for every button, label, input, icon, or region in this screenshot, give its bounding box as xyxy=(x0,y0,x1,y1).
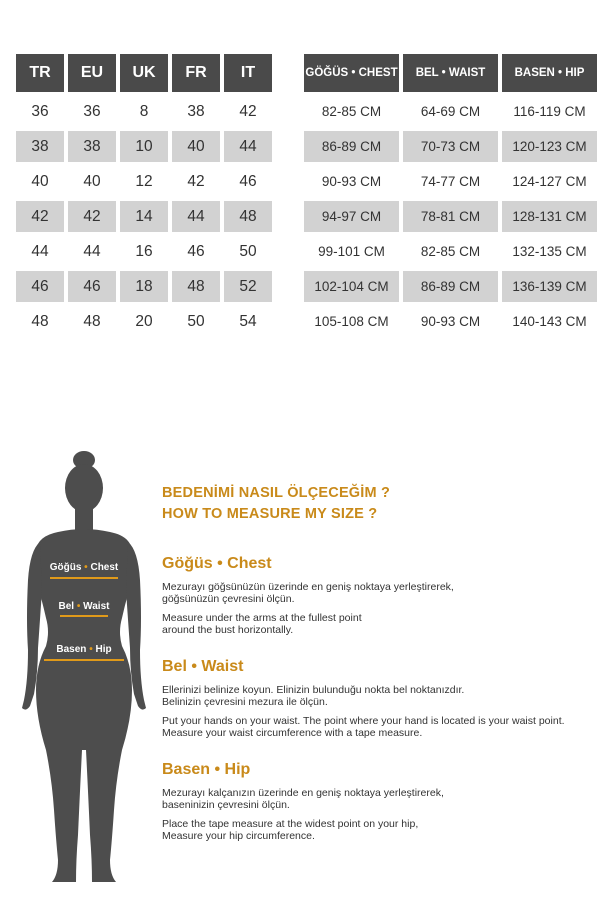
figure-label-waist: Bel • Waist xyxy=(58,601,110,612)
table-row xyxy=(304,201,601,232)
table-row xyxy=(16,271,276,302)
table-cell: 48 xyxy=(172,271,220,302)
table-row xyxy=(304,306,601,337)
table-cell: 52 xyxy=(224,271,272,302)
table-cell: 120-123 CM xyxy=(502,131,597,162)
section-title-chest: Göğüs • Chest xyxy=(162,555,272,572)
hip-tape-line xyxy=(44,659,124,661)
table-cell: 14 xyxy=(120,201,168,232)
guide-title-tr: BEDENİMİ NASIL ÖLÇECEĞİM ? xyxy=(162,485,391,501)
column-header: BEL • WAIST xyxy=(403,54,498,92)
table-cell: 64-69 CM xyxy=(420,104,481,119)
table-cell: 86-89 CM xyxy=(304,131,399,162)
chest-tape-line xyxy=(50,577,118,579)
table-cell: 82-85 CM xyxy=(420,244,481,259)
section-text-waist-tr: Ellerinizi belinize koyun. Elinizin bulunduğu nokta bel noktanızdır. Belinizin çevresini mezura ile ölçün. xyxy=(162,684,465,708)
table-row xyxy=(16,131,276,162)
table-cell: 16 xyxy=(135,242,153,260)
section-text-chest-en: Measure under the arms at the fullest point around the bust horizontally. xyxy=(162,612,362,636)
table-cell: 44 xyxy=(224,131,272,162)
table-cell: 124-127 CM xyxy=(512,174,587,189)
table-cell: 10 xyxy=(120,131,168,162)
column-header: FR xyxy=(172,54,220,92)
column-header: GÖĞÜS • CHEST xyxy=(304,54,399,92)
table-cell: 105-108 CM xyxy=(314,314,389,329)
table-row xyxy=(16,306,276,337)
table-cell: 36 xyxy=(83,102,101,120)
waist-tape-line xyxy=(60,615,108,617)
table-cell: 20 xyxy=(135,312,153,330)
table-cell: 48 xyxy=(31,312,49,330)
table-cell: 74-77 CM xyxy=(420,174,481,189)
table-cell: 116-119 CM xyxy=(513,104,586,119)
column-header: UK xyxy=(120,54,168,92)
table-cell: 12 xyxy=(135,172,153,190)
table-cell: 42 xyxy=(68,201,116,232)
table-row xyxy=(304,166,601,197)
table-row xyxy=(304,96,601,127)
column-header: IT xyxy=(224,54,272,92)
table-row xyxy=(304,236,601,267)
column-header: TR xyxy=(16,54,64,92)
section-text-hip-en: Place the tape measure at the widest point on your hip, Measure your hip circumference. xyxy=(162,818,419,842)
table-cell: 48 xyxy=(83,312,101,330)
table-cell: 46 xyxy=(68,271,116,302)
table-cell: 140-143 CM xyxy=(512,314,587,329)
section-text-chest-tr: Mezurayı göğsünüzün üzerinde en geniş noktaya yerleştirerek, göğsünüzün çevresini ölçün. xyxy=(162,581,454,605)
table-cell: 42 xyxy=(239,102,257,120)
table-cell: 44 xyxy=(172,201,220,232)
table-cell: 99-101 CM xyxy=(318,244,385,259)
body-measurement-table xyxy=(304,54,601,337)
table-row xyxy=(16,166,276,197)
measure-guide xyxy=(162,483,602,849)
table-cell: 42 xyxy=(16,201,64,232)
table-cell: 48 xyxy=(224,201,272,232)
table-cell: 102-104 CM xyxy=(304,271,399,302)
table-cell: 90-93 CM xyxy=(321,174,382,189)
table-cell: 38 xyxy=(187,102,205,120)
table-cell: 18 xyxy=(120,271,168,302)
female-silhouette-icon xyxy=(18,450,150,895)
section-title-hip: Basen • Hip xyxy=(162,761,251,778)
guide-title-en: HOW TO MEASURE MY SIZE ? xyxy=(162,506,378,522)
table-cell: 50 xyxy=(239,242,257,260)
section-text-waist-en: Put your hands on your waist. The point where your hand is located is your waist point. Measure your waist circumference with a tape measure. xyxy=(162,715,565,739)
table-header xyxy=(304,54,601,92)
table-cell: 40 xyxy=(172,131,220,162)
table-cell: 70-73 CM xyxy=(403,131,498,162)
section-title-waist: Bel • Waist xyxy=(162,658,244,675)
table-cell: 46 xyxy=(16,271,64,302)
column-header: EU xyxy=(68,54,116,92)
table-cell: 94-97 CM xyxy=(304,201,399,232)
figure-label-hip: Basen • Hip xyxy=(56,644,112,655)
section-text-hip-tr: Mezurayı kalçanızın üzerinde en geniş noktaya yerleştirerek, baseninizin çevresini ölçün. xyxy=(162,787,444,811)
table-cell: 8 xyxy=(139,102,149,120)
table-cell: 44 xyxy=(83,242,101,260)
table-cell: 46 xyxy=(239,172,257,190)
table-cell: 86-89 CM xyxy=(403,271,498,302)
table-cell: 54 xyxy=(239,312,257,330)
table-row xyxy=(16,236,276,267)
figure-label-chest: Göğüs • Chest xyxy=(49,562,119,573)
table-cell: 40 xyxy=(83,172,101,190)
table-cell: 82-85 CM xyxy=(321,104,382,119)
table-cell: 128-131 CM xyxy=(502,201,597,232)
size-conversion-table xyxy=(16,54,276,337)
table-cell: 42 xyxy=(187,172,205,190)
body-figure xyxy=(18,450,150,895)
table-cell: 38 xyxy=(16,131,64,162)
table-cell: 78-81 CM xyxy=(403,201,498,232)
table-row xyxy=(16,201,276,232)
table-cell: 90-93 CM xyxy=(420,314,481,329)
table-row xyxy=(16,96,276,127)
table-row xyxy=(304,271,601,302)
table-cell: 44 xyxy=(31,242,49,260)
table-cell: 132-135 CM xyxy=(512,244,587,259)
column-header: BASEN • HIP xyxy=(502,54,597,92)
table-cell: 38 xyxy=(68,131,116,162)
table-cell: 40 xyxy=(31,172,49,190)
table-header xyxy=(16,54,276,92)
table-cell: 136-139 CM xyxy=(502,271,597,302)
table-cell: 46 xyxy=(187,242,205,260)
table-cell: 50 xyxy=(187,312,205,330)
table-cell: 36 xyxy=(31,102,49,120)
table-row xyxy=(304,131,601,162)
